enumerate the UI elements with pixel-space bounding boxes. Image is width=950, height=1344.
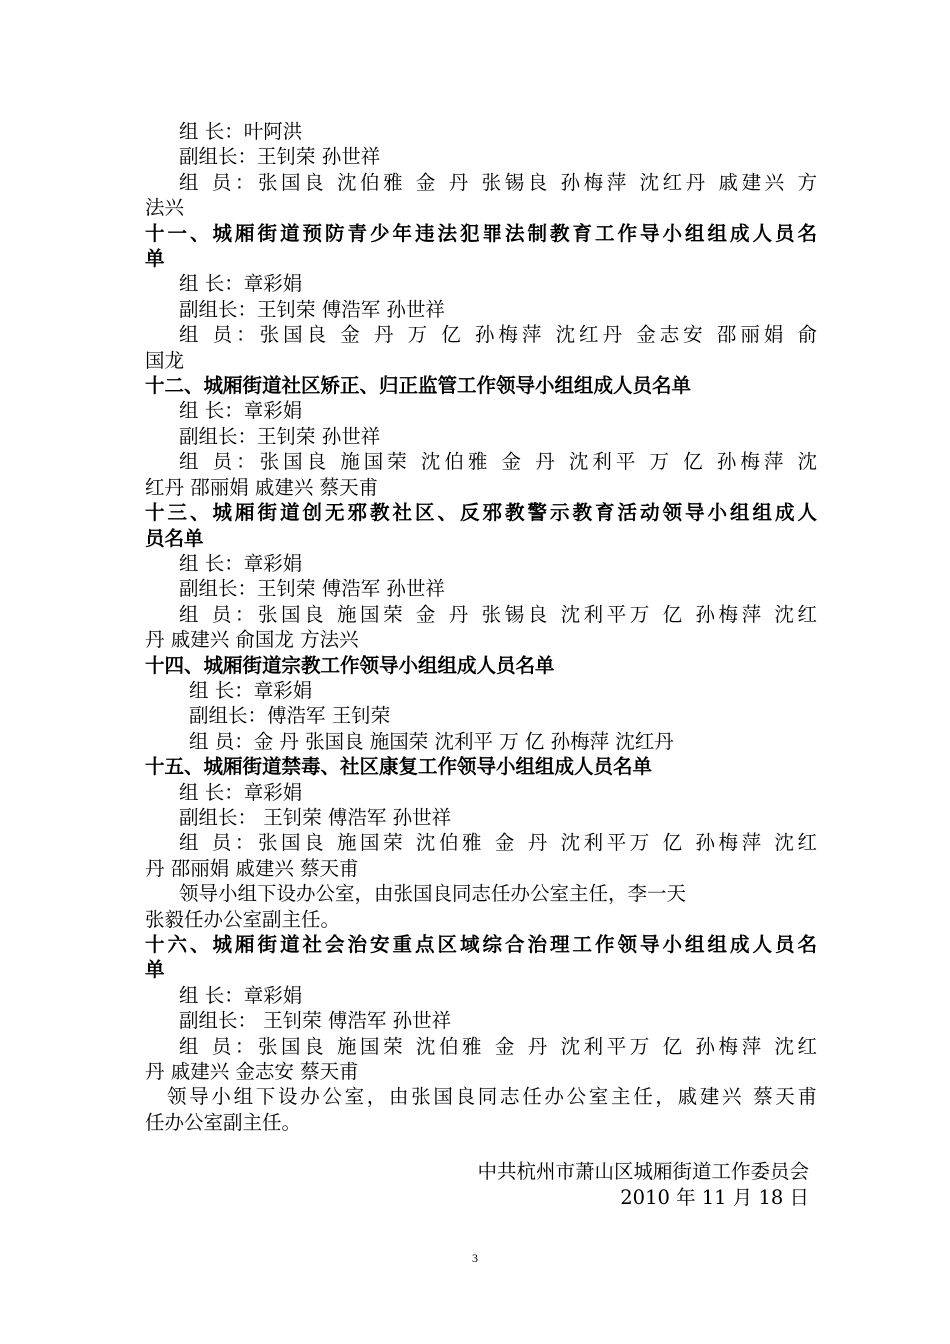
members-line: 组 员：张国良 施国荣 沈伯雅 金 丹 沈利平万 亿 孙梅萍 沈红 bbox=[179, 831, 817, 855]
office-note-line-continued: 任办公室副主任。 bbox=[145, 1110, 302, 1134]
office-note-line: 领导小组下设办公室，由张国良同志任办公室主任，李一天 bbox=[179, 882, 687, 906]
members-line: 组 员：金 丹 张国良 施国荣 沈利平 万 亿 孙梅萍 沈红丹 bbox=[189, 729, 674, 753]
section-heading-13: 十三、城厢街道创无邪教社区、反邪教警示教育活动领导小组组成人 bbox=[145, 501, 817, 525]
deputy-leader-line: 副组长： 王钊荣 傅浩军 孙世祥 bbox=[179, 805, 452, 829]
group-leader-line: 组 长：章彩娟 bbox=[179, 780, 303, 804]
group-leader-line: 组 长：章彩娟 bbox=[179, 399, 303, 423]
section-heading-16: 十六、城厢街道社会治安重点区域综合治理工作领导小组组成人员名 bbox=[145, 933, 817, 956]
deputy-leader-line: 副组长：王钊荣 孙世祥 bbox=[179, 424, 381, 448]
page-number: 3 bbox=[472, 1251, 478, 1265]
office-note-line-continued: 张毅任办公室副主任。 bbox=[145, 907, 341, 931]
signature-organization: 中共杭州市萧山区城厢街道工作委员会 bbox=[477, 1160, 809, 1184]
members-line: 组 员：张国良 金 丹 万 亿 孙梅萍 沈红丹 金志安 邵丽娟 俞 bbox=[179, 323, 817, 347]
members-line-continued: 丹 戚建兴 金志安 蔡天甫 bbox=[145, 1060, 359, 1084]
members-line: 组 员：张国良 施国荣 沈伯雅 金 丹 沈利平 万 亿 孙梅萍 沈 bbox=[179, 450, 817, 474]
members-line-continued: 红丹 邵丽娟 戚建兴 蔡天甫 bbox=[145, 475, 379, 499]
document-body bbox=[145, 119, 817, 1210]
members-line-continued: 国龙 bbox=[145, 348, 185, 372]
members-line-continued: 丹 戚建兴 俞国龙 方法兴 bbox=[145, 628, 359, 652]
members-line: 组 员：张国良 沈伯雅 金 丹 张锡良 孙梅萍 沈红丹 戚建兴 方 bbox=[179, 170, 817, 194]
deputy-leader-line: 副组长：王钊荣 傅浩军 孙世祥 bbox=[179, 577, 445, 601]
deputy-leader-line: 副组长：王钊荣 傅浩军 孙世祥 bbox=[179, 297, 445, 321]
section-heading-14: 十四、城厢街道宗教工作领导小组组成人员名单 bbox=[145, 653, 555, 677]
signature-date: 2010 年 11 月 18 日 bbox=[620, 1185, 809, 1209]
members-line: 组 员：张国良 施国荣 沈伯雅 金 丹 沈利平万 亿 孙梅萍 沈红 bbox=[179, 1034, 817, 1058]
section-heading-11-continued: 单 bbox=[145, 247, 165, 271]
section-heading-12: 十二、城厢街道社区矫正、归正监管工作领导小组组成人员名单 bbox=[145, 374, 692, 398]
deputy-leader-line: 副组长： 王钊荣 傅浩军 孙世祥 bbox=[179, 1009, 452, 1033]
members-line-continued: 法兴 bbox=[145, 196, 185, 220]
group-leader-line: 组 长：章彩娟 bbox=[179, 983, 303, 1007]
section-heading-15: 十五、城厢街道禁毒、社区康复工作领导小组组成人员名单 bbox=[145, 755, 653, 779]
section-heading-11: 十一、城厢街道预防青少年违法犯罪法制教育工作导小组组成人员名 bbox=[145, 221, 817, 245]
deputy-leader-line: 副组长：王钊荣 孙世祥 bbox=[179, 145, 381, 169]
section-heading-16-continued: 单 bbox=[145, 958, 165, 982]
group-leader-line: 组 长：章彩娟 bbox=[189, 678, 313, 702]
group-leader-line: 组 长：章彩娟 bbox=[179, 272, 303, 296]
members-line: 组 员：张国良 施国荣 金 丹 张锡良 沈利平万 亿 孙梅萍 沈红 bbox=[179, 602, 817, 626]
section-heading-13-continued: 员名单 bbox=[145, 526, 204, 550]
members-line-continued: 丹 邵丽娟 戚建兴 蔡天甫 bbox=[145, 856, 359, 880]
deputy-leader-line: 副组长：傅浩军 王钊荣 bbox=[189, 704, 391, 728]
group-leader-line: 组 长：叶阿洪 bbox=[179, 120, 303, 143]
group-leader-line: 组 长：章彩娟 bbox=[179, 551, 303, 575]
office-note-line: 领导小组下设办公室，由张国良同志任办公室主任，戚建兴 蔡天甫 bbox=[167, 1085, 817, 1109]
